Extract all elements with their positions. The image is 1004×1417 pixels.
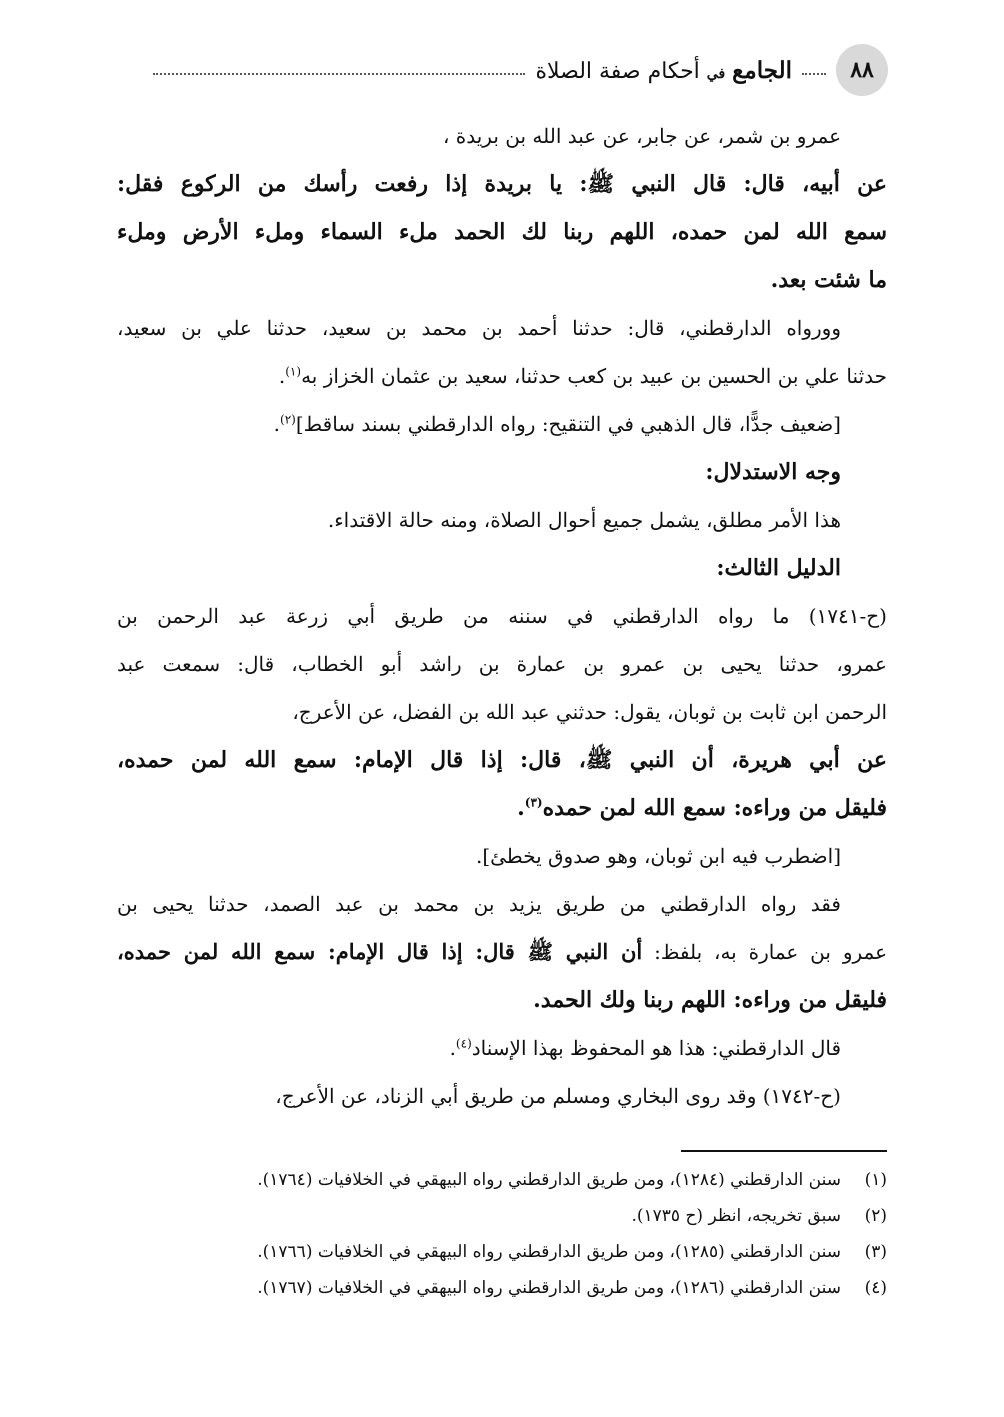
footnote-separator [681, 1150, 887, 1152]
hadith-text-line: سمع الله لمن حمده، اللهم ربنا لك الحمد ملء السماء وملء الأرض وملء [117, 219, 887, 245]
footnote-number: (١) [864, 1170, 887, 1190]
text-line: [ضعيف جدًّا، قال الذهبي في التنقيح: رواه الدارقطني بسند ساقط]$^{(٢)}$. [273, 412, 841, 436]
page-header [143, 44, 888, 96]
hadith-text-line: عن أبيه، قال: قال النبي ﷺ: يا بريدة إذا رفعت رأسك من الركوع فقل: [117, 171, 887, 197]
footnote-number: (٢) [864, 1206, 887, 1226]
hadith-text-line: ما شئت بعد. [770, 267, 887, 293]
footnote-text: سنن الدارقطني (١٢٨٤)، ومن طريق الدارقطني رواه البيهقي في الخلافيات (١٧٦٤). [257, 1170, 841, 1190]
hadith-phrase: أن النبي ﷺ قال: إذا قال الإمام: سمع الله لمن حمده، [117, 939, 643, 964]
running-title [535, 57, 792, 84]
running-title-rest: أحكام صفة الصلاة [535, 58, 700, 84]
section-heading: الدليل الثالث: [716, 555, 841, 581]
text-line: عمرو، حدثنا يحيى بن عمرو بن عمارة بن راشد أبو الخطاب، قال: سمعت عبد [117, 652, 887, 676]
running-title-in: في [706, 65, 726, 82]
page-number: ٨٨ [836, 44, 888, 96]
text-line: (ح-١٧٤١) ما رواه الدارقطني في سننه من طريق أبي زرعة عبد الرحمن بن [117, 604, 887, 628]
footnote-ref: (١) [285, 364, 302, 379]
text-line: هذا الأمر مطلق، يشمل جميع أحوال الصلاة، ومنه حالة الاقتداء. [327, 508, 841, 532]
section-heading: وجه الاستدلال: [705, 459, 841, 485]
footnote [117, 1270, 887, 1306]
header-dotted-leader-right [802, 73, 826, 75]
text-line: عمرو بن شمر، عن جابر، عن عبد الله بن بريدة ، [442, 124, 841, 148]
text-line: الرحمن ابن ثابت بن ثوبان، يقول: حدثني عبد الله بن الفضل، عن الأعرج، [292, 700, 887, 724]
footnote [117, 1234, 887, 1270]
footnote-ref: (٣) [524, 795, 543, 810]
text-line: [اضطرب فيه ابن ثوبان، وهو صدوق يخطئ]. [475, 844, 841, 868]
footnote-text: سنن الدارقطني (١٢٨٦)، ومن طريق الدارقطني رواه البيهقي في الخلافيات (١٧٦٧). [257, 1278, 841, 1298]
footnotes [117, 1162, 887, 1306]
hadith-text-line: فليقل من وراءه: سمع الله لمن حمده$^{(٣)}$. [517, 795, 887, 821]
main-text [117, 112, 887, 1120]
text-line: (ح-١٧٤٢) وقد روى البخاري ومسلم من طريق أبي الزناد، عن الأعرج، [275, 1084, 841, 1108]
running-title-main: الجامع [732, 56, 792, 84]
text-line: فقد رواه الدارقطني من طريق يزيد بن محمد بن عبد الصمد، حدثنا يحيى بن [117, 892, 841, 916]
hadith-text-line: عن أبي هريرة، أن النبي ﷺ، قال: إذا قال الإمام: سمع الله لمن حمده، [117, 747, 887, 773]
footnote-number: (٣) [864, 1242, 887, 1262]
footnote [117, 1162, 887, 1198]
hadith-text-line: فليقل من وراءه: اللهم ربنا ولك الحمد. [533, 987, 887, 1013]
text-line: وورواه الدارقطني، قال: حدثنا أحمد بن محمد بن سعيد، حدثنا علي بن سعيد، [117, 316, 841, 340]
footnote [117, 1198, 887, 1234]
text-line: حدثنا علي بن الحسين بن عبيد بن كعب حدثنا، سعيد بن عثمان الخزاز به$^{(١)}$. [278, 364, 887, 388]
header-dotted-leader-left [153, 73, 525, 75]
text-line: قال الدارقطني: هذا هو المحفوظ بهذا الإسناد$^{(٤)}$. [449, 1036, 841, 1060]
footnote-ref: (٢) [280, 412, 296, 427]
footnote-text: سنن الدارقطني (١٢٨٥)، ومن طريق الدارقطني رواه البيهقي في الخلافيات (١٧٦٦). [257, 1242, 841, 1262]
footnote-number: (٤) [864, 1278, 887, 1298]
footnote-ref: (٤) [455, 1036, 472, 1051]
footnote-text: سبق تخريجه، انظر (ح ١٧٣٥). [631, 1206, 841, 1226]
text-line: عمرو بن عمارة به، بلفظ: أن النبي ﷺ قال: إذا قال الإمام: سمع الله لمن حمده، [117, 939, 887, 964]
